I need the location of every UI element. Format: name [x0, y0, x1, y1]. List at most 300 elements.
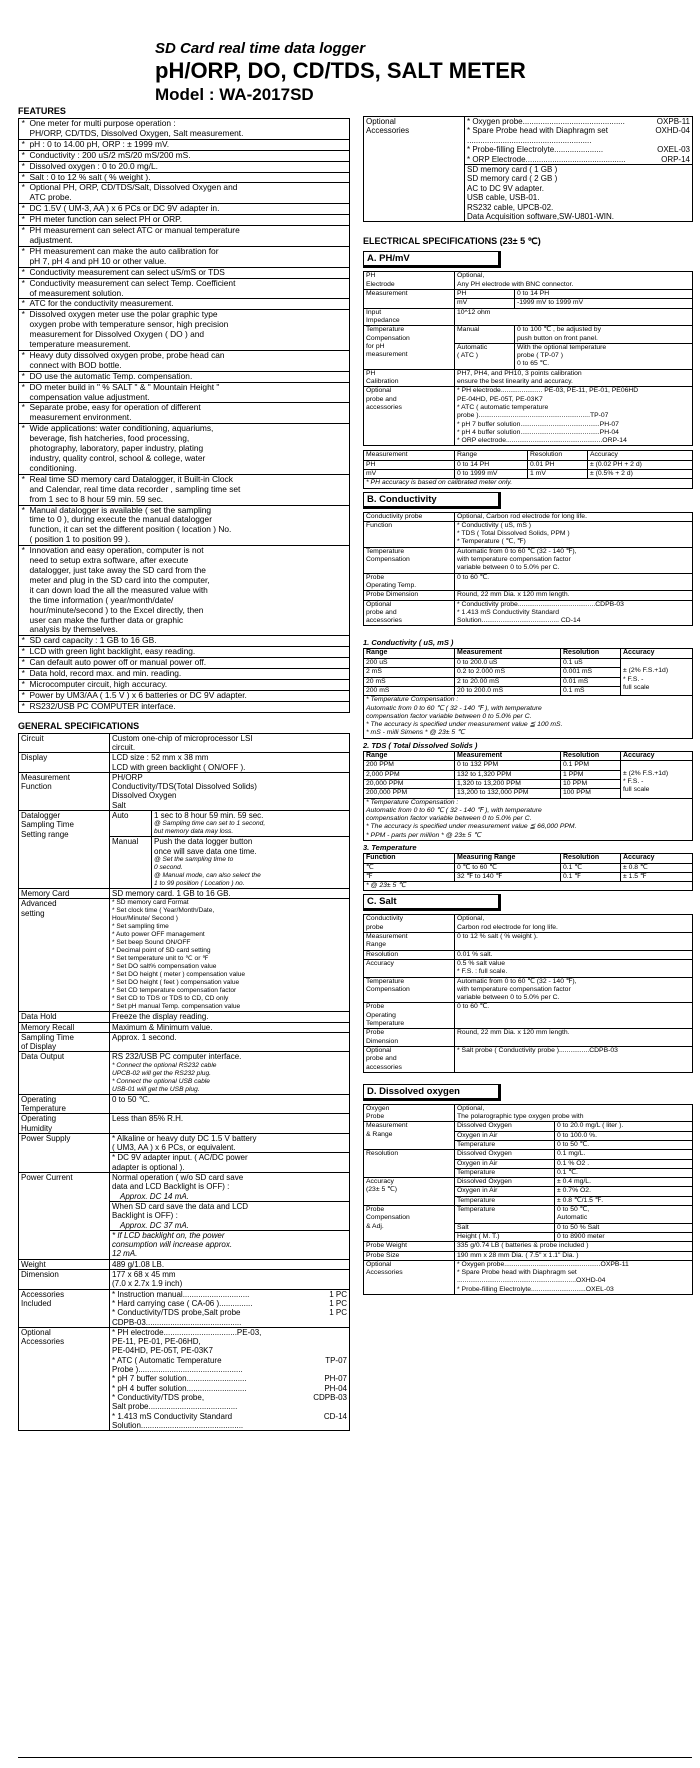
bullet-star: *	[19, 226, 28, 247]
cond-tc-label: Temperature Compensation	[364, 547, 455, 573]
optional-top-item	[467, 145, 690, 154]
accessories-list	[110, 1289, 350, 1327]
ph-acc-cell: 1 mV	[528, 470, 588, 479]
ophum-value: Less than 85% R.H.	[110, 1114, 350, 1134]
advanced-item: * Set pH manual Temp. compensation value	[112, 1003, 241, 1011]
feature-row	[19, 474, 350, 505]
salt-label: Temperature Compensation	[364, 977, 455, 1003]
optional-item	[112, 1412, 347, 1431]
bullet-star: *	[19, 647, 28, 658]
current-note1: Approx. DC 14 mA.	[120, 1191, 189, 1201]
tds-range-title: 2. TDS ( Total Dissolved Solids )	[363, 740, 478, 750]
optional-item-label: * ATC ( Automatic Temperature Probe )...............................................	[112, 1355, 243, 1375]
cond-optemp-label: Probe Operating Temp.	[364, 573, 455, 591]
power-value2: * DC 9V adapter input. ( AC/DC power adapter is optional ).	[110, 1153, 350, 1173]
ph-electrode-value: Optional, Any PH electrode with BNC connector.	[455, 272, 693, 290]
bullet-star: *	[19, 119, 28, 140]
header	[155, 40, 526, 106]
cond-range-title: 1. Conductivity ( uS, mS )	[363, 638, 454, 648]
feature-row	[19, 161, 350, 172]
do-group-label: Accuracy (23± 5 ℃)	[364, 1178, 455, 1206]
do-value: 0.1 mg/L.	[555, 1150, 693, 1159]
do-spec-table	[363, 1104, 693, 1295]
feature-row	[19, 403, 350, 424]
current-value1: Normal operation ( w/o SD card save data and LCD Backlight is OFF) :	[112, 1173, 244, 1192]
optional-top-item	[467, 117, 690, 126]
advanced-item: * Set temperature unit to ℃ or ℉	[112, 955, 209, 963]
tds-cell: 2,000 PPM	[364, 770, 455, 779]
bullet-star: *	[19, 150, 28, 161]
accessory-item-ref: 1 PC	[329, 1298, 347, 1308]
do-key: Temperature	[455, 1196, 555, 1205]
feature-text: PH measurement can select ATC or manual temperature adjustment.	[28, 226, 350, 247]
do-opt-value: * Oxygen probe...................................................OXPB-11 * Spare Probe head with Diaphragm set ...............................................................OXHD-04 * Probe-filling Electrolyte.............................OXEL-03	[455, 1260, 693, 1294]
recall-label: Memory Recall	[19, 1022, 110, 1032]
optional-top-item-ref: ORP-14	[661, 154, 690, 164]
cond-cell: 0 to 200.0 uS	[455, 659, 561, 668]
feature-text: Real time SD memory card Datalogger, it Built-in Clock and Calendar, real time data recorder , sampling time set from 1 sec to 8 hour 59 min. 59 sec.	[28, 474, 350, 505]
optional-item-label: * pH 4 buffer solution...........................	[112, 1383, 247, 1393]
display-value: LCD size : 52 mm x 38 mm LCD with green backlight ( ON/OFF ).	[110, 753, 350, 773]
optional-plain-item: USB cable, USB-01.	[467, 193, 540, 203]
optional-item-label: * pH 7 buffer solution...........................	[112, 1374, 247, 1384]
cond-accuracy: ± (2% F.S.+1d) * F.S. - full scale	[621, 659, 693, 696]
ph-acc-cell: mV	[364, 470, 455, 479]
cond-opt-value: * Conductivity probe.........................................CDPB-03 * 1.413 mS Conductivity Standard Solution......................................... CD-14	[455, 600, 693, 626]
feature-row	[19, 546, 350, 636]
ph-meas-value: 0 to 14 PH	[515, 290, 693, 299]
feature-text: Dissolved oxygen meter use the polar graphic type oxygen probe with temperature sensor, high precision measurement for Dissolved Oxygen ( DO ) and temperature measurement.	[28, 310, 350, 351]
do-size-label: Probe Size	[364, 1251, 455, 1260]
cond-probe-label: Conductivity probe	[364, 512, 455, 521]
feature-row	[19, 310, 350, 351]
temp-cell: ℃	[364, 863, 455, 872]
temp-header: Measuring Range	[455, 853, 561, 863]
optional-item-ref: PH-07	[324, 1374, 347, 1384]
feature-text: RS232/USB PC COMPUTER interface.	[28, 701, 350, 712]
temp-cell: ℉	[364, 872, 455, 881]
optional-plain-item: AC to DC 9V adapter.	[467, 183, 544, 193]
salt-label: Measurement Range	[364, 933, 455, 951]
salt-value: Round, 22 mm Dia. x 120 mm length.	[455, 1029, 693, 1047]
optional-label: Optional Accessories	[19, 1327, 110, 1430]
bullet-star: *	[19, 246, 28, 267]
do-row	[364, 1150, 693, 1159]
advanced-item: * Set beep Sound ON/OFF	[112, 939, 191, 947]
salt-value: 0 to 12 % salt ( % weight ).	[455, 933, 693, 951]
bullet-star: *	[19, 546, 28, 636]
hold-label: Data Hold	[19, 1012, 110, 1022]
feature-row	[19, 267, 350, 278]
tds-cell: 0.1 PPM	[561, 761, 621, 770]
feature-row	[19, 183, 350, 204]
advanced-item: * Set DO height ( meter ) compensation value	[112, 971, 246, 979]
cond-func-value: * Conductivity ( uS, mS ) * TDS ( Total Dissolved Solids, PPM ) * Temperature ( ℃, ℉)	[455, 521, 693, 547]
salt-label: Accuracy	[364, 959, 455, 977]
cond-dim-value: Round, 22 mm Dia. x 120 mm length.	[455, 591, 693, 600]
do-value: ± 0.7% O2.	[555, 1187, 693, 1196]
do-group-label: Probe Compensation & Adj.	[364, 1206, 455, 1242]
salt-row	[364, 933, 693, 951]
tds-range-table	[363, 751, 693, 841]
feature-text: Heavy duty dissolved oxygen probe, probe head can connect with BOD bottle.	[28, 350, 350, 371]
manual-note: @ Set the sampling time to 0 second. @ Manual mode, can also select the 1 to 99 position ( Location ) no.	[154, 855, 261, 887]
salt-value: 0.5 % salt value * F.S. : full scale.	[455, 959, 693, 977]
circuit-label: Circuit	[19, 733, 110, 753]
do-value: 0 to 50 ℃, Automatic	[555, 1206, 693, 1224]
footer-rule	[18, 1757, 692, 1765]
bullet-star: *	[19, 204, 28, 215]
bullet-star: *	[19, 299, 28, 310]
bullet-star: *	[19, 658, 28, 669]
electrical-title: ELECTRICAL SPECIFICATIONS (23± 5 ℃)	[363, 236, 541, 247]
accessory-item-ref: 1 PC	[329, 1308, 347, 1318]
feature-text: Optional PH, ORP, CD/TDS/Salt, Dissolved Oxygen and ATC probe.	[28, 183, 350, 204]
temp-range-title: 3. Temperature	[363, 842, 417, 852]
feature-text: PH measurement can make the auto calibration for pH 7, pH 4 and pH 10 or other value.	[28, 246, 350, 267]
temp-note: * @ 23± 5 ℃	[364, 882, 693, 891]
bullet-star: *	[19, 382, 28, 403]
optional-top-item-ref: OXEL-03	[657, 145, 690, 155]
accessory-item	[112, 1290, 347, 1299]
feature-row	[19, 119, 350, 140]
salt-label: Optional probe and accessories	[364, 1046, 455, 1072]
accessory-item-ref: 1 PC	[329, 1289, 347, 1299]
manual-value: Push the data logger button once will save data one time.	[154, 837, 257, 856]
do-group-label: Resolution	[364, 1150, 455, 1178]
auto-label: Auto	[110, 811, 152, 837]
advanced-item: * SD memory card Format	[112, 899, 189, 907]
weight-value: 489 g/1.08 LB.	[110, 1259, 350, 1269]
do-value: 0 to 20.0 mg/L ( liter ).	[555, 1122, 693, 1131]
feature-row	[19, 246, 350, 267]
do-value: 0.1 ℃.	[555, 1168, 693, 1177]
advanced-item: * Set DO salt% compensation value	[112, 963, 217, 971]
do-value: 0 to 50 % Salt	[555, 1223, 693, 1232]
memory-label: Memory Card	[19, 888, 110, 898]
do-group-label: Measurement & Range	[364, 1122, 455, 1150]
advanced-item: * Decimal point of SD card setting	[112, 947, 211, 955]
ph-opt-label: Optional probe and accessories	[364, 387, 455, 446]
output-label: Data Output	[19, 1052, 110, 1094]
feature-text: Manual datalogger is available ( set the sampling time to 0 ), during execute the manual datalogger function, it can set the different position ( location ) No. ( position 1 to position 99 ).	[28, 505, 350, 546]
optional-item	[112, 1393, 347, 1412]
bullet-star: *	[19, 215, 28, 226]
auto-value: 1 sec to 8 hour 59 min. 59 sec.	[154, 811, 264, 821]
ph-accuracy-table	[363, 450, 693, 488]
do-key: Temperature	[455, 1206, 555, 1224]
bullet-star: *	[19, 679, 28, 690]
do-value: 0.1 % O2 .	[555, 1159, 693, 1168]
optional-plain-item: Data Acquisition software,SW-U801-WIN.	[467, 212, 615, 222]
cond-cell: 200 mS	[364, 686, 455, 695]
input-label: Input Impedance	[364, 308, 455, 326]
temp-range-table	[363, 853, 693, 891]
optional-accessories-table	[363, 116, 693, 222]
cond-cell: 20 mS	[364, 677, 455, 686]
salt-value: Optional, Carbon rod electrode for long life.	[455, 915, 693, 933]
optional-top-item	[467, 155, 690, 164]
general-spec-table	[18, 733, 350, 1431]
tds-cell: 1 PPM	[561, 770, 621, 779]
optional-top-item-label: * Spare Probe head with Diaphragm set ........................................................	[467, 126, 608, 145]
bullet-star: *	[19, 172, 28, 183]
bullet-star: *	[19, 424, 28, 475]
do-key: Dissolved Oxygen	[455, 1178, 555, 1187]
cond-spec-table	[363, 512, 693, 627]
ph-acc-header: Range	[455, 451, 528, 460]
cond-cell: 2 mS	[364, 668, 455, 677]
salt-row	[364, 1029, 693, 1047]
advanced-label: Advanced setting	[19, 899, 110, 1012]
feature-text: Microcomputer circuit, high accuracy.	[28, 679, 350, 690]
ph-electrode-label: PH Electrode	[364, 272, 455, 290]
recall-value: Maximum & Minimum value.	[110, 1022, 350, 1032]
feature-text: DO use the automatic Temp. compensation.	[28, 371, 350, 382]
current-note3: * If LCD backlight on, the power consumption will increase approx. 12 mA.	[110, 1230, 350, 1259]
current-label: Power Current	[19, 1173, 110, 1260]
cond-probe-value: Optional, Carbon rod electrode for long life.	[455, 512, 693, 521]
temp-cell: 0 ℃ to 60 ℃	[455, 863, 561, 872]
ph-acc-cell: PH	[364, 460, 455, 469]
optemp-label: Operating Temperature	[19, 1094, 110, 1114]
ph-acc-cell: ± (0.02 PH + 2 d)	[588, 460, 693, 469]
tds-header: Measurement	[455, 751, 561, 761]
memory-value: SD memory card. 1 GB to 16 GB.	[110, 888, 350, 898]
tds-notes: * Temperature Compensation : Automatic from 0 to 60 ℃ ( 32 - 140 ℉ ), with temperature compensation factor variable between 0 to 5.0% per C. * The accuracy is specified under measurement value ≦ 66,000 PPM. * PPM - parts per million * @ 23± 5 ℃	[364, 798, 693, 840]
salt-label: Probe Operating Temperature	[364, 1003, 455, 1029]
accessory-item	[112, 1299, 347, 1308]
power-value: * Alkaline or heavy duty DC 1.5 V battery ( UM3, AA ) x 6 PCs, or equivalent.	[110, 1133, 350, 1153]
optional-top-item	[467, 126, 690, 145]
cond-cell: 0.001 mS	[561, 668, 621, 677]
ph-acc-cell: 0 to 14 PH	[455, 460, 528, 469]
feature-row	[19, 382, 350, 403]
feature-row	[19, 701, 350, 712]
feature-text: SD card capacity : 1 GB to 16 GB.	[28, 636, 350, 647]
cond-cell: 0.01 mS	[561, 677, 621, 686]
optional-top-item-ref: OXHD-04	[655, 126, 690, 136]
auto-note: @ Sampling time can set to 1 second, but memory data may loss.	[154, 820, 266, 836]
feature-row	[19, 424, 350, 475]
optional-item-ref: CD-14	[323, 1411, 347, 1421]
cond-cell: 200 uS	[364, 659, 455, 668]
right-column	[363, 116, 693, 1295]
feature-text: pH : 0 to 14.00 pH, ORP : ± 1999 mV.	[28, 139, 350, 150]
optional-plain-item: SD memory card ( 1 GB )	[467, 165, 558, 175]
salt-row	[364, 1003, 693, 1029]
optional-list	[110, 1327, 350, 1430]
temp-cell: 32 ℉ to 140 ℉	[455, 872, 561, 881]
temp-cell: ± 0.8 ℃	[621, 863, 693, 872]
tds-cell: 0 to 132 PPM	[455, 761, 561, 770]
temp-header: Accuracy	[621, 853, 693, 863]
bullet-star: *	[19, 701, 28, 712]
tds-cell: 13,200 to 132,000 PPM	[455, 789, 561, 798]
bullet-star: *	[19, 505, 28, 546]
opt-top-label: Optional Accessories	[364, 117, 465, 222]
datalogger-label: Datalogger Sampling Time Setting range	[19, 811, 110, 889]
temp-cell: ± 1.5 ℉	[621, 872, 693, 881]
power-label: Power Supply	[19, 1133, 110, 1172]
optemp-value: 0 to 50 ℃.	[110, 1094, 350, 1114]
bullet-star: *	[19, 278, 28, 299]
feature-row	[19, 679, 350, 690]
do-row	[364, 1206, 693, 1224]
salt-label: Conductivity probe	[364, 915, 455, 933]
do-weight-value: 335 g/0.74 LB ( batteries & probe included )	[455, 1242, 693, 1251]
optional-item-ref: TP-07	[325, 1355, 347, 1365]
tds-header: Range	[364, 751, 455, 761]
cond-notes: * Temperature Compensation : Automatic from 0 to 60 ℃ ( 32 - 140 ℉ ), with temperature compensation factor variable between 0 to 5.0% per C. * The accuracy is specified under measurement value ≦ 100 mS. * mS - milli Simens * @ 23± 5 ℃	[364, 696, 693, 738]
tds-cell: 200,000 PPM	[364, 789, 455, 798]
ophum-label: Operating Humidity	[19, 1114, 110, 1134]
do-value: 0 to 100.0 %.	[555, 1131, 693, 1140]
do-key: Temperature	[455, 1141, 555, 1150]
optional-top-item-ref: OXPB-11	[656, 117, 690, 126]
do-key: Oxygen in Air	[455, 1187, 555, 1196]
do-key: Height ( M. T.)	[455, 1232, 555, 1241]
temp-header: Resolution	[561, 853, 621, 863]
do-value: ± 0.4 mg/L.	[555, 1178, 693, 1187]
tds-header: Resolution	[561, 751, 621, 761]
sampling-label: Sampling Time of Display	[19, 1032, 110, 1052]
feature-row	[19, 204, 350, 215]
bullet-star: *	[19, 690, 28, 701]
features-table	[18, 118, 350, 713]
salt-spec-table	[363, 914, 693, 1072]
optional-item-ref: PH-04	[324, 1383, 347, 1393]
advanced-item: * Set DO height ( feet ) compensation value	[112, 979, 240, 987]
salt-section-title: C. Salt	[363, 894, 501, 911]
bullet-star: *	[19, 474, 28, 505]
feature-text: Innovation and easy operation, computer is not need to setup extra software, after execute datalogger, just take away the SD card from the meter and plug in the SD card into the computer, it can down load the all the measured value with the time information ( year/month/date/ hour/minute/second ) to the Excel directly, then user can make the further data or graphic analysis by themselves.	[28, 546, 350, 636]
feature-row	[19, 636, 350, 647]
cond-header: Accuracy	[621, 649, 693, 659]
advanced-item: * Set CD temperature compensation factor	[112, 987, 237, 995]
current-value2: When SD card save the data and LCD Backlight is OFF) :	[112, 1201, 249, 1221]
sampling-value: Approx. 1 second.	[110, 1032, 350, 1052]
feature-text: Data hold, record max. and min. reading.	[28, 669, 350, 680]
output-value: RS 232/USB PC computer interface.	[112, 1052, 242, 1062]
ph-tc-auto-value: With the optional temperature probe ( TP-07 ) 0 to 65 ℃.	[515, 343, 693, 369]
salt-value: 0.01 % salt.	[455, 950, 693, 959]
cond-header: Range	[364, 649, 455, 659]
dimension-label: Dimension	[19, 1270, 110, 1290]
cond-section-title: B. Conductivity	[363, 492, 501, 509]
feature-row	[19, 299, 350, 310]
header-model: Model : WA-2017SD	[155, 85, 314, 104]
salt-value: * Salt probe ( Conductivity probe )................CDPB-03	[455, 1046, 693, 1072]
feature-row	[19, 647, 350, 658]
cond-optemp-value: 0 to 60 ℃.	[455, 573, 693, 591]
ph-acc-cell: ± (0.5% + 2 d)	[588, 470, 693, 479]
temp-cell: 0.1 ℃	[561, 863, 621, 872]
do-key: Salt	[455, 1223, 555, 1232]
accessories-label: Accessories Included	[19, 1289, 110, 1327]
feature-text: Conductivity measurement can select Temp. Coefficient of measurement solution.	[28, 278, 350, 299]
feature-text: Salt : 0 to 12 % salt ( % weight ).	[28, 172, 350, 183]
ph-tc-manual-value: 0 to 100 ℃ , be adjusted by push button on front panel.	[515, 326, 693, 344]
tds-cell: 200 PPM	[364, 761, 455, 770]
feature-text: Can default auto power off or manual power off.	[28, 658, 350, 669]
salt-row	[364, 950, 693, 959]
optional-item	[112, 1356, 347, 1375]
temp-header: Function	[364, 853, 455, 863]
do-row	[364, 1178, 693, 1187]
cond-cell: 0.1 uS	[561, 659, 621, 668]
ph-acc-cell: 0 to 1999 mV	[455, 470, 528, 479]
ph-cal-value: PH7, PH4, and PH10, 3 points calibration ensure the best linearity and accuracy.	[455, 369, 693, 387]
bullet-star: *	[19, 310, 28, 351]
cond-cell: 0.1 mS	[561, 686, 621, 695]
cond-dim-label: Probe Dimension	[364, 591, 455, 600]
bullet-star: *	[19, 371, 28, 382]
ph-meas-label: Measurement	[364, 290, 455, 309]
feature-text: PH meter function can select PH or ORP.	[28, 215, 350, 226]
tds-cell: 1,320 to 13,200 PPM	[455, 779, 561, 788]
accessory-item-label: * Instruction manual..............................	[112, 1289, 250, 1299]
feature-row	[19, 690, 350, 701]
bullet-star: *	[19, 350, 28, 371]
tds-cell: 20,000 PPM	[364, 779, 455, 788]
tds-cell: 10 PPM	[561, 779, 621, 788]
optional-plain-item: SD memory card ( 2 GB )	[467, 174, 558, 184]
salt-row	[364, 959, 693, 977]
do-opt-label: Optional Accessories	[364, 1260, 455, 1294]
feature-text: Conductivity measurement can select uS/mS or TDS	[28, 267, 350, 278]
function-value: PH/ORP Conductivity/TDS(Total Dissolved Solids) Dissolved Oxygen Salt	[110, 772, 350, 810]
optional-item-label: * 1.413 mS Conductivity Standard Solution..............................................	[112, 1411, 244, 1430]
cond-func-label: Function	[364, 521, 455, 547]
feature-text: Dissolved oxygen : 0 to 20.0 mg/L.	[28, 161, 350, 172]
feature-text: ATC for the conductivity measurement.	[28, 299, 350, 310]
feature-row	[19, 278, 350, 299]
feature-row	[19, 669, 350, 680]
cond-header: Measurement	[455, 649, 561, 659]
function-label: Measurement Function	[19, 772, 110, 810]
optional-top-item-label: * Probe-filling Electrolyte......................	[467, 145, 604, 155]
tds-header: Accuracy	[621, 751, 693, 761]
feature-row	[19, 139, 350, 150]
opt-top-list	[465, 117, 693, 165]
feature-text: Separate probe, easy for operation of different measurement environment.	[28, 403, 350, 424]
ph-spec-table	[363, 271, 693, 446]
bullet-star: *	[19, 161, 28, 172]
do-row	[364, 1122, 693, 1131]
cond-tc-value: Automatic from 0 to 60 ℃ (32 - 140 ℉), with temperature compensation factor variable between 0 to 5.0% per C.	[455, 547, 693, 573]
cond-range-table	[363, 648, 693, 738]
optional-top-item-label: * Oxygen probe..............................................	[467, 117, 625, 126]
ph-acc-header: Measurement	[364, 451, 455, 460]
do-probe-label: Oxygen Probe	[364, 1104, 455, 1122]
optional-item-ref: CDPB-03	[313, 1392, 347, 1402]
tds-accuracy: ± (2% F.S.+1d) * F.S. - full scale	[621, 761, 693, 798]
do-value: 0 to 8900 meter	[555, 1232, 693, 1241]
hold-value: Freeze the display reading.	[110, 1012, 350, 1022]
optional-item-label: * PH electrode.................................PE-03, PE-11, PE-01, PE-06HD, PE-04HD, PE-05T, PE-03K7	[112, 1327, 262, 1356]
cond-cell: 20 to 200.0 mS	[455, 686, 561, 695]
do-key: Oxygen in Air	[455, 1131, 555, 1140]
manual-label: Manual	[110, 837, 152, 889]
bullet-star: *	[19, 669, 28, 680]
cond-cell: 2 to 20.00 mS	[455, 677, 561, 686]
temp-cell: 0.1 ℉	[561, 872, 621, 881]
salt-row	[364, 1046, 693, 1072]
ph-acc-cell: 0.01 PH	[528, 460, 588, 469]
salt-label: Probe Dimension	[364, 1029, 455, 1047]
accessory-item-label: * Hard carrying case ( CA-06 )...............	[112, 1298, 253, 1308]
